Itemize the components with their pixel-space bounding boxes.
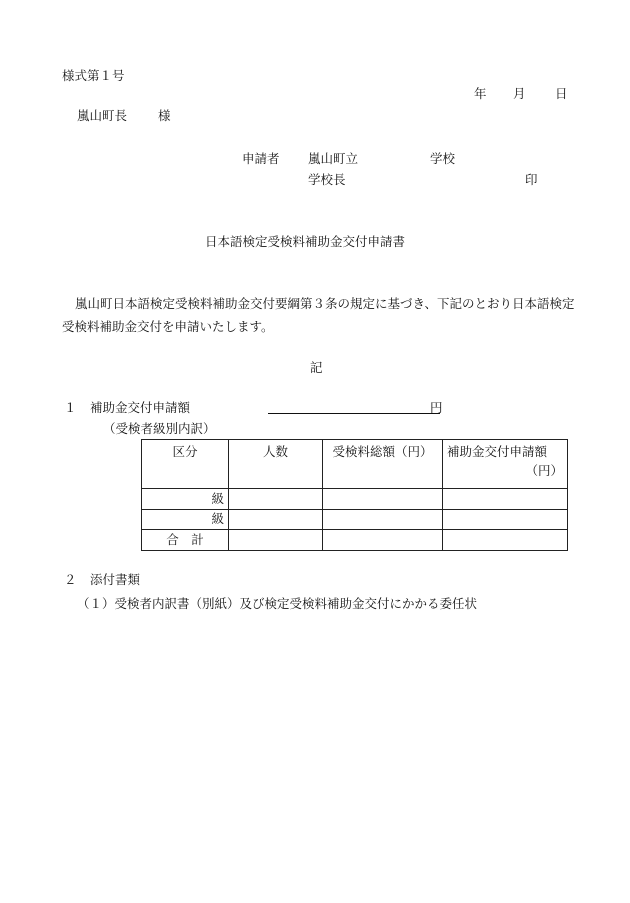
header-category: 区分 bbox=[142, 440, 229, 489]
section1-number: １ bbox=[64, 400, 77, 415]
school-suffix: 学校 bbox=[430, 151, 456, 166]
table-total-row bbox=[142, 530, 568, 551]
row-count bbox=[229, 489, 323, 510]
date-day-label: 日 bbox=[555, 86, 568, 101]
section1-label: 補助金交付申請額 bbox=[90, 400, 191, 415]
header-total-fee: 受検料総額（円） bbox=[323, 440, 443, 489]
date-month-label: 月 bbox=[513, 86, 526, 101]
breakdown-table bbox=[141, 439, 568, 551]
header-subsidy bbox=[443, 440, 568, 489]
header-subsidy-label: 補助金交付申請額 bbox=[447, 444, 548, 459]
row-total-fee bbox=[323, 530, 443, 551]
amount-underline bbox=[268, 413, 440, 414]
row-subsidy bbox=[443, 530, 568, 551]
table-row bbox=[142, 489, 568, 510]
date-year-label: 年 bbox=[474, 86, 487, 101]
attachment-item: （１）受検者内訳書（別紙）及び検定受検料補助金交付にかかる委任状 bbox=[77, 596, 478, 611]
principal-label: 学校長 bbox=[308, 172, 346, 187]
row-total-fee bbox=[323, 489, 443, 510]
row-subsidy bbox=[443, 489, 568, 510]
row-count bbox=[229, 530, 323, 551]
table-header-row bbox=[142, 440, 568, 489]
row-count bbox=[229, 509, 323, 530]
row-category: 級 bbox=[142, 509, 229, 530]
school-prefix: 嵐山町立 bbox=[308, 151, 359, 166]
applicant-label: 申請者 bbox=[242, 151, 280, 166]
section2-number: ２ bbox=[64, 572, 77, 587]
header-subsidy-unit: （円） bbox=[525, 463, 563, 478]
body-paragraph: 嵐山町日本語検定受検料補助金交付要綱第３条の規定に基づき、下記のとおり日本語検定受検料補助金交付を申請いたします。 bbox=[62, 296, 575, 334]
ki-marker: 記 bbox=[310, 360, 323, 375]
amount-unit: 円 bbox=[430, 400, 443, 415]
seal-mark: 印 bbox=[525, 172, 538, 187]
table-row bbox=[142, 509, 568, 530]
form-number: 様式第１号 bbox=[62, 68, 125, 83]
row-total-fee bbox=[323, 509, 443, 530]
document-title: 日本語検定受検料補助金交付申請書 bbox=[205, 234, 406, 249]
header-count: 人数 bbox=[229, 440, 323, 489]
breakdown-label: （受検者級別内訳） bbox=[103, 421, 216, 436]
addressee-name: 嵐山町長 bbox=[77, 108, 128, 123]
addressee-honorific: 様 bbox=[158, 108, 171, 123]
row-category: 級 bbox=[142, 489, 229, 510]
row-subsidy bbox=[443, 509, 568, 530]
section2-label: 添付書類 bbox=[90, 572, 141, 587]
row-category: 合 計 bbox=[142, 530, 229, 551]
